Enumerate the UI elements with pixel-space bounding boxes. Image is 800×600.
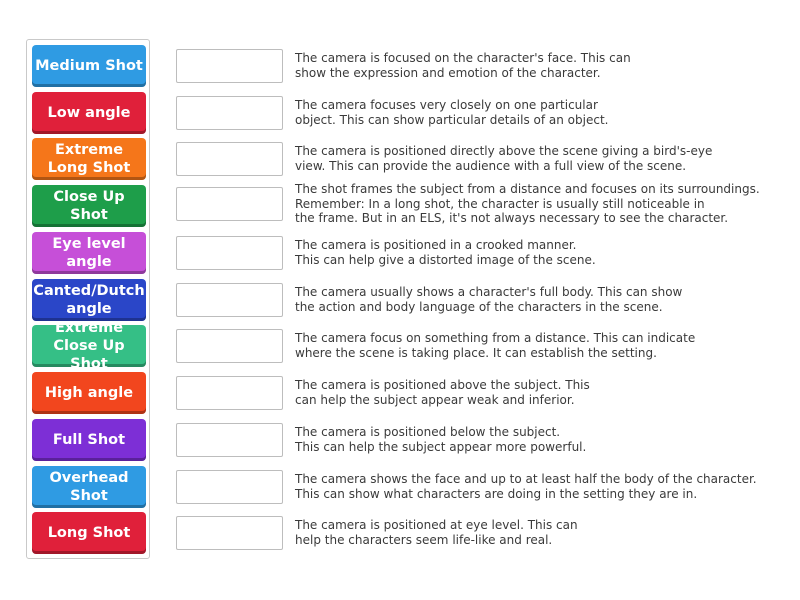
description-text: The camera is positioned directly above the scene giving a bird's-eye view. This can provide the audience with a full view of the scene. (295, 144, 713, 173)
match-row (176, 137, 776, 179)
drop-target-box[interactable] (176, 96, 283, 130)
tile-low-angle[interactable] (32, 92, 146, 134)
description-text: The camera is positioned above the subject. This can help the subject appear weak and inferior. (295, 378, 590, 407)
drop-target-box[interactable] (176, 49, 283, 83)
description-text: The camera usually shows a character's full body. This can show the action and body language of the characters in the scene. (295, 285, 683, 314)
tile-long-shot[interactable] (32, 512, 146, 554)
match-row (176, 371, 776, 413)
tile-eye-level-angle[interactable] (32, 232, 146, 274)
description-text: The camera focus on something from a distance. This can indicate where the scene is taking place. It can establish the setting. (295, 331, 696, 360)
tile-label: Eye level angle (52, 236, 126, 270)
tile-canted-dutch-angle[interactable] (32, 279, 146, 321)
tile-close-up-shot[interactable] (32, 185, 146, 227)
match-row (176, 465, 776, 507)
tile-label: Extreme Long Shot (47, 142, 131, 176)
drop-target-box[interactable] (176, 283, 283, 317)
drop-target-box[interactable] (176, 329, 283, 363)
match-row (176, 324, 776, 366)
drop-target-box[interactable] (176, 187, 283, 221)
tile-label: Long Shot (47, 525, 131, 541)
description-text: The shot frames the subject from a distance and focuses on its surroundings. Remember: In a long shot, the character is usually still noticeable in the frame. But in an ELS, it's not always necessary to see the character. (295, 181, 760, 226)
tile-label: Overhead Shot (49, 470, 129, 504)
description-text: The camera shows the face and up to at least half the body of the character. This can show what characters are doing in the setting they are in. (295, 472, 757, 501)
tile-overhead-shot[interactable] (32, 466, 146, 508)
description-text: The camera is positioned at eye level. This can help the characters seem life-like and real. (295, 518, 578, 547)
tile-high-angle[interactable] (32, 372, 146, 414)
match-row (176, 44, 776, 86)
tile-label: Close Up Shot (53, 189, 125, 223)
drop-target-box[interactable] (176, 142, 283, 176)
match-row (176, 231, 776, 273)
tile-medium-shot[interactable] (32, 45, 146, 87)
drop-target-box[interactable] (176, 470, 283, 504)
tile-label: Low angle (47, 105, 131, 121)
match-row (176, 91, 776, 133)
drop-target-box[interactable] (176, 423, 283, 457)
match-row (176, 182, 776, 224)
drop-target-box[interactable] (176, 236, 283, 270)
drop-target-box[interactable] (176, 516, 283, 550)
description-text: The camera is positioned in a crooked manner. This can help give a distorted image of the scene. (295, 238, 596, 267)
match-row (176, 511, 776, 553)
tile-label: Full Shot (52, 432, 126, 448)
description-text: The camera is positioned below the subject. This can help the subject appear more powerful. (295, 425, 587, 454)
tile-extreme-long-shot[interactable] (32, 138, 146, 180)
match-row (176, 418, 776, 460)
match-row (176, 278, 776, 320)
tile-label: Extreme Close Up Shot (53, 320, 125, 372)
drop-target-box[interactable] (176, 376, 283, 410)
tile-extreme-close-up-shot[interactable] (32, 320, 146, 372)
tile-label: Medium Shot (35, 58, 143, 74)
description-text: The camera focuses very closely on one particular object. This can show particular details of an object. (295, 98, 609, 127)
tile-label: Canted/Dutch angle (33, 283, 145, 317)
tile-label: High angle (44, 385, 134, 401)
tile-full-shot[interactable] (32, 419, 146, 461)
description-text: The camera is focused on the character's face. This can show the expression and emotion of the character. (295, 51, 631, 80)
